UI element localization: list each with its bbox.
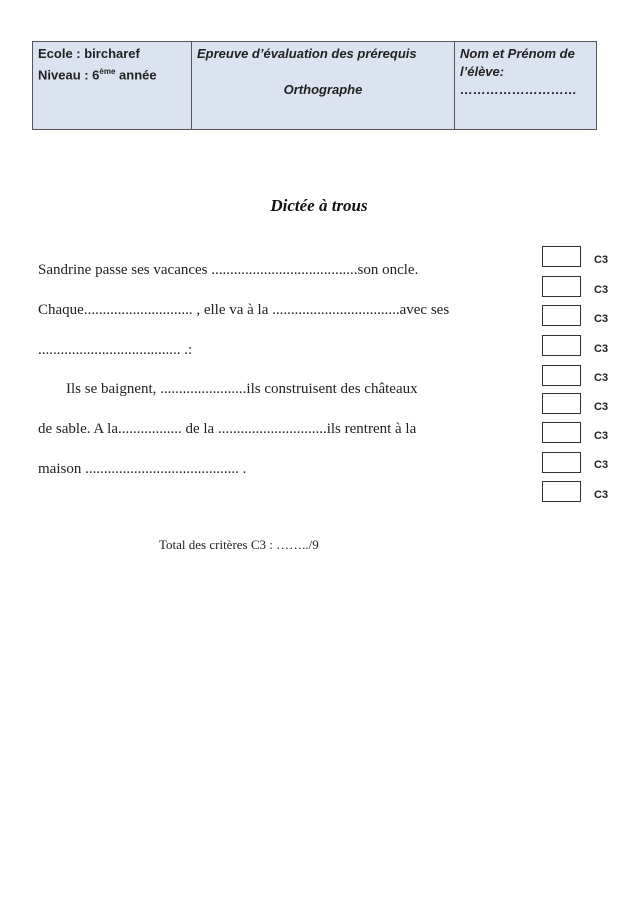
dictation-line-4: Ils se baignent, .......................ils construisent des châteaux [66,381,418,397]
criterion-label: C3 [594,284,609,296]
page-title: Dictée à trous [270,196,368,215]
dictation-line-6: maison ......................................... . [38,461,247,477]
score-box[interactable] [542,246,581,267]
criterion-label: C3 [594,313,609,325]
score-box[interactable] [542,335,581,356]
name-dots: ……………………… [460,82,577,97]
dictation-line-2: Chaque............................. , elle va à la ..................................avec ses [38,302,450,318]
criterion-label: C3 [594,254,609,266]
score-box[interactable] [542,452,581,473]
dictation-line-3: ...................................... .: [38,342,193,358]
score-box[interactable] [542,276,581,297]
dictation-line-1: Sandrine passe ses vacances .......................................son oncle. [38,262,419,278]
exam-title: Epreuve d’évaluation des prérequis [197,46,417,61]
school-cell [33,42,192,130]
level: Niveau : 6ème année [38,67,157,83]
criterion-label: C3 [594,401,609,413]
criterion-label: C3 [594,343,609,355]
score-box[interactable] [542,365,581,386]
subject: Orthographe [283,82,363,97]
dictation-line-5: de sable. A la................. de la .............................ils rentrent à la [38,421,417,437]
name-label-2: l’élève: [460,64,505,79]
score-box[interactable] [542,305,581,326]
score-box[interactable] [542,481,581,502]
score-box[interactable] [542,393,581,414]
score-box[interactable] [542,422,581,443]
criterion-label: C3 [594,430,609,442]
name-label-1: Nom et Prénom de [460,46,575,61]
criterion-label: C3 [594,459,609,471]
exam-cell [192,42,455,130]
header-table [32,41,597,130]
student-cell [455,42,597,130]
school-name: Ecole : bircharef [38,46,140,61]
criterion-label: C3 [594,489,609,501]
total-criteria: Total des critères C3 : ……../9 [159,537,319,552]
criterion-label: C3 [594,372,609,384]
